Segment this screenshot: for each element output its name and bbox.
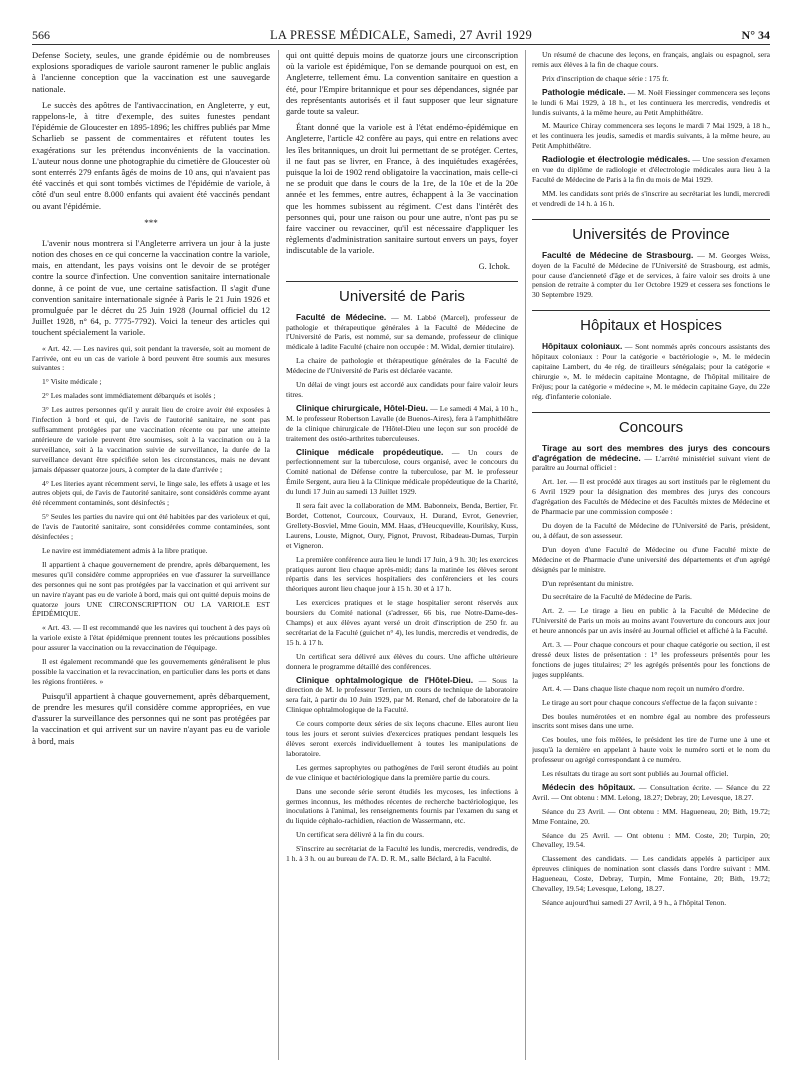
subheading: Clinique chirurgicale, Hôtel-Dieu. [296,402,428,413]
paragraph: Art. 1er. — Il est procédé aux tirages au sort institués par le règlement du 6 Avril 1929 pour la désignation des membres des jurys des concours d'agrégation des Facultés de Médecine et des Facultés mixtes de Médecine et de Pharmacie par une commission composée : [532,477,770,517]
journal-title: LA PRESSE MÉDICALE, Samedi, 27 Avril 1929 [269,28,533,42]
column-divider [278,50,279,1060]
section-heading-hopitaux: Hôpitaux et Hospices [532,310,770,334]
paragraph: Ce cours comporte deux séries de six leçons chacune. Elles auront lieu tous les jours et seront suivies d'exercices pratiques pendant lesquels les élèves seront exercés individuellement à toutes les manipulations de laboratoire. [286,719,518,758]
paragraph: Séance aujourd'hui samedi 27 Avril, à 9 h., à l'hôpital Tenon. [542,898,727,907]
paragraph: Les germes saprophytes ou pathogènes de l'œil seront étudiés au point de vue clinique et bactériologique dans la première partie du cours. [286,762,518,782]
paragraph: La première conférence aura lieu le lundi 17 Juin, à 9 h. 30; les exercices pratiques auront lieu chaque après-midi; dans la matinée les élèves seront répartis dans les services hospitaliers des conférenciers et les cours théoriques auront lieu chaque jour à 15 h. 30 et à 17 h. [286,554,518,594]
paragraph: Un certificat sera délivré aux élèves du cours. Une affiche ultérieure donnera le programme détaillé des conférences. [286,651,518,671]
paragraph: Séance du 25 Avril. — Ont obtenu : MM. Coste, 20; Turpin, 20; Chevalley, 19.54. [532,830,770,850]
subheading: Faculté de Médecine. [296,311,387,322]
author-signature: G. Ichok. [478,261,510,271]
measure-item: 4° Les literies ayant récemment servi, le linge sale, les effets à usage et les autres objets qui, de l'avis de l'autorité sanitaire, sont considérés comme ayant été récemment contaminés, sont désinfectés ; [32,478,270,508]
paragraph: Puisqu'il appartient à chaque gouvernement, après débarquement, de prendre les mesures qu'il considère comme appropriées, en vue d'assurer la surveillance des personnes qui ne sont pas protégées par la vaccination et qui arrivent sur un navire n'ayant pas eu de variole à bord, mais [32,690,270,746]
section-heading-universites-province: Universités de Province [532,219,770,243]
section-separator: *** [144,217,158,228]
page-header [32,26,770,46]
paragraph: Dans une seconde série seront étudiés les mycoses, les infections à germes inconnus, les méthodes récentes de recherche bactériologique, les inoculations à l'animal, les renseignements fournis par l'examen du sang et du liquide céphalo-rachidien, réaction de Wassermann, etc. [286,786,518,826]
paragraph: Un délai de vingt jours est accordé aux candidats pour faire valoir leurs titres. [286,380,518,399]
paragraph: — L'arrêté ministériel suivant vient de paraître au Journal officiel : [532,453,770,473]
paragraph: Il sera fait avec la collaboration de MM. Babonneix, Benda, Bertier, Fr. Bordet, Cottenot, Courcoux, Courvaux, H. Durand, Evrot, Genevrier, Grellety-Bosviel, Mme Gouin, MM. Haas, d'Heucqueville, Kourilsky, Kuss, Laurens, Louste, Mignot, Oury, Pignot, Pruvost, Ribadeau-Dumas, Turpin et Vigneron. [286,501,518,550]
paragraph: Art. 4. — Dans chaque liste chaque nom reçoit un numéro d'ordre. [542,683,745,693]
paragraph: Séance du 23 Avril. — Ont obtenu : MM. Hagueneau, 20; Bith, 19.72; Mme Fontaine, 20. [532,806,770,826]
paragraph: Du secrétaire de la Faculté de Médecine de Paris. [542,592,692,602]
measure-item: Le navire est immédiatement admis à la libre pratique. [42,545,208,555]
issue-number: N° 34 [741,28,770,42]
paragraph: MM. les candidats sont priés de s'inscrire au secrétariat les lundi, mercredi et vendredi de 14 h. à 16 h. [532,188,770,208]
subheading: Hôpitaux coloniaux. [542,341,623,352]
paragraph: D'un représentant du ministre. [542,578,634,588]
paragraph: Les exercices pratiques et le stage hospitalier seront réservés aux boursiers du Comité national (s'adresser, 66 bis, rue Notre-Dame-des-Champs) et aux élèves ayant versé un droit d'inscription de 250 fr. au secrétariat de la Faculté (guichet n° 4), les lundis, mercredis et vendredis, de 15 h. à 17 h. [286,598,518,647]
paragraph: qui ont quitté depuis moins de quatorze jours une circonscription où la variole est épidémique, l'on se demande pourquoi on est, en Angleterre, tellement ému. La convention sanitaire en question a été, pour l'Empire britannique et pour ses dépendances, signée par des représentants autorisés et il faut supposer que leur signature garde toute sa valeur. [286,50,518,117]
subheading: Faculté de Médecine de Strasbourg. [542,249,694,260]
section-heading-universite-paris: Université de Paris [286,281,518,305]
paragraph: Un certificat sera délivré à la fin du cours. [296,830,424,840]
paragraph: — Sont nommés après concours assistants des hôpitaux coloniaux : Pour la catégorie « bactériologie », M. le médecin capitaine Lambert, du 4e rég. de tirailleurs sénégalais; pour la catégorie « chirurgie », M. le médecin capitaine Montagne, de l'hôpital militaire de Fréjus; pour la catégorie « médecine », M. le médecin capitaine Gaye, du 22e rég. d'infanterie coloniale. [532,342,770,401]
column-left [32,50,270,1060]
subheading: Clinique ophtalmologique de l'Hôtel-Dieu. [296,674,474,685]
article-43: « Art. 43. — Il est recommandé que les navires qui touchent à des pays où la variole existe à l'état épidémique prennent toutes les précautions possibles pour assurer la vaccination ou la revaccination de l'équipage. [32,623,270,653]
measure-item: 5° Seules les parties du navire qui ont été habitées par des varioleux et qui, de l'avis de l'autorité sanitaire, sont considérées comme contaminées, sont désinfectées ; [32,512,270,542]
paragraph: — Une session d'examen en vue du diplôme de radiologie et d'électrologie médicales aura lieu à la Faculté de Médecine de Paris à la fin du mois de Mai 1929. [532,155,770,184]
paragraph: Defense Society, seules, une grande épidémie ou de nombreuses explosions sporadiques de variole sauront ramener le public anglais à l'ancienne conception que la vaccination est une sauvegarde nationale. [32,50,270,94]
subheading: Tirage au sort des membres des jurys des concours d'agrégation de médecine. [532,442,770,463]
paragraph: — M. Noël Fiessinger commencera ses leçons le lundi 6 Mai 1929, à 18 h., et les continuera les mercredis, vendredis et lundis suivants, à la même heure, au Petit Amphithéâtre. [532,87,770,117]
paragraph: Art. 3. — Pour chaque concours et pour chaque catégorie ou section, il est dressé deux listes de présentation : 1° les professeurs présentés pour les fonctions de juges titulaires; 2° les agrégés présentés pour les fonctions de juges suppléants. [532,640,770,679]
paragraph: — Un cours de perfectionnement sur la tuberculose, cours organisé, avec le concours du Comité national de Défense contre la tuberculose, par M. le professeur Émile Sergent, aura lieu à la Clinique médicale propédeutique de la Charité, du lundi 17 Juin au samedi 13 Juillet 1929. [286,447,518,497]
paragraph: Ces boules, une fois mêlées, le président les tire de l'urne une à une et jusqu'à la dernière en appelant à haute voix le numéro sorti et le nom du professeur ou agrégé correspondant à ce numéro. [532,735,770,765]
measure-item: 3° Les autres personnes qu'il y aurait lieu de croire avoir été exposées à l'infection à bord et qui, de l'avis de l'autorité sanitaire, ne sont pas suffisamment protégées par une vaccination récente ou par une atteinte antérieure de variole peuvent être soumises, soit à la vaccination ou à la surveillance, soit à la vaccination suivie de surveillance, la durée de la surveillance devant être spécifiée selon les circonstances, mais ne devant jamais dépasser quatorze jours, à compter de la date d'arrivée ; [32,405,270,474]
paragraph: La chaire de pathologie et thérapeutique générales de la Faculté de Médecine de l'Université de Paris est déclarée vacante. [286,356,518,376]
paragraph: Étant donné que la variole est à l'état endémo-épidémique en Angleterre, l'article 42 confère au pays, qui entre en relations avec les îles britanniques, un droit lui permettant de se protéger. Certes, il ne faut pas se livrer, en France, à des inquiétudes exagérées, puisque la loi de 1902 rend obligatoire la vaccination, mais celle-ci ne se produit que dans le cours de la 1re, de la 10e et de la 20e année et les femmes, entre autres, échappent à la 3e vaccination que les hommes subissent au régiment. C'est dans l'intérêt des personnes qui, pour une raison ou pour une autre, n'ont pas pu se faire vacciner ou revacciner, qu'il est nécessaire d'appliquer les règlements d'administration sanitaire surtout envers un pays, foyer indiscutable de la variole. [286,122,518,256]
header-rule [32,44,770,45]
column-middle [286,50,518,1060]
paragraph: Un résumé de chacune des leçons, en français, anglais ou espagnol, sera remis aux élèves à la fin de chaque cours. [532,50,770,69]
subheading: Médecin des hôpitaux. [542,781,636,792]
subheading: Clinique médicale propédeutique. [296,446,444,457]
paragraph: — Le samedi 4 Mai, à 10 h., M. le professeur Robertson Lavalle (de Buenos-Aires), fera à l'amphithéâtre de la clinique chirurgicale de l'Hôtel-Dieu une leçon sur son procédé de traitement des ostéo-arthrites tuberculeuses. [286,403,518,443]
paragraph: — Sous la direction de M. le professeur Terrien, un cours de technique de laboratoire sera fait, à partir du 10 Juin 1929, par M. Renard, chef de laboratoire de la Clinique ophtalmologique de la Faculté. [286,675,518,715]
section-heading-concours: Concours [532,412,770,436]
page-number: 566 [32,28,50,42]
paragraph: Le tirage au sort pour chaque concours s'effectue de la façon suivante : [542,697,758,707]
paragraph: — Consultation écrite. — Séance du 22 Avril. — Ont obtenu : MM. Lelong, 18.27; Debray, 20; Levesque, 18.27. [532,782,770,802]
subheading: Radiologie et électrologie médicales. [542,154,691,165]
paragraph: Le succès des apôtres de l'antivaccination, en Angleterre, y eut, rappelons-le, à titre d'exemple, des suites funestes pendant l'épidémie de Gloucester en 1895-1896; les chiffres publiés par Mme Scharlieb se passent de commentaires et réfutent toutes les exagérations sur les prétendus inconvénients de la vaccination. L'auteur nous donne une photographie du cimetière de Gloucester où sont enterrés 279 enfants âgés de moins de 10 ans, qui n'avaient pas été vaccinés et qui sont tombés victimes de l'épidémie de variole, à côté d'un seul entre 8.000 enfants qui avaient été vaccinés pendant ou avant l'épidémie. [32,99,270,211]
column-divider [525,50,526,1060]
article-42: « Art. 42. — Les navires qui, soit pendant la traversée, soit au moment de l'arrivée, ont eu un cas de variole à bord peuvent être soumis aux mesures suivantes : [32,343,270,373]
measure-item: 2° Les malades sont immédiatement débarqués et isolés ; [42,391,216,401]
paragraph: L'avenir nous montrera si l'Angleterre arrivera un jour à la juste notion des choses en ce qui concerne la vaccination contre la variole, mais, en attendant, les pays voisins ont le devoir de se protéger contre la source d'infection. Une convention sanitaire internationale donne, à ce point de vue, une certaine satisfaction. Il s'agit d'une convention sanitaire internationale signée à Paris le 21 Juin 1926 et promulguée par le décret du 25 Juin 1928 (Journal officiel du 12 Juillet 1928, n° 64, p. 7775-7792). Voici la teneur des articles qui touchent spécialement la variole. [32,237,270,338]
paragraph: — M. Georges Weiss, doyen de la Faculté de Médecine de l'Université de Strasbourg, est admis, pour cause d'ancienneté d'âge et de services, à faire valoir ses droits à une pension de retraite à compter du 1er Octobre 1929 et cessera ses fonctions le 30 Septembre 1929. [532,250,770,300]
paragraph: Art. 2. — Le tirage a lieu en public à la Faculté de Médecine de l'Université de Paris un mois au moins avant l'ouverture du concours aux jour et heure annoncés par un avis inséré au Journal officiel et affiché à la Faculté. [532,606,770,636]
paragraph: — M. Labbé (Marcel), professeur de pathologie et thérapeutique générales à la Faculté de Médecine de l'Université de Paris, est nommé, sur sa demande, professeur de clinique médicale à ladite Faculté (chaire non occupée : M. Widal, dernier titulaire). [286,312,518,352]
paragraph: Du doyen de la Faculté de Médecine de l'Université de Paris, président, ou, à défaut, de son assesseur. [532,521,770,540]
measure-item: Il est également recommandé que les gouvernements généralisent le plus possible la vaccination et la revaccination, en particulier dans les ports et dans les régions frontières. » [32,657,270,686]
column-right [532,50,770,1060]
paragraph: Les résultats du tirage au sort sont publiés au Journal officiel. [542,769,729,779]
paragraph: Classement des candidats. — Les candidats appelés à participer aux épreuves cliniques de nomination sont classés dans l'ordre suivant : MM. Hagueneau, Coste, Debray, Turpin, Mme Fontaine, 20; Bith, 19.72; Chevalley, 19.54; Levesque, Lelong, 18.27. [532,854,770,894]
paragraph: Des boules numérotées et en nombre égal au nombre des professeurs inscrits sont mises dans une urne. [532,711,770,731]
measure-item: Il appartient à chaque gouvernement de prendre, après débarquement, les mesures qu'il considère comme appropriées en vue d'assurer la surveillance des personnes qui ne sont pas protégées par la vaccination et qui arrivent sur un navire n'ayant pas eu de variole à bord, mais qui ont quitté depuis moins de quatorze jours UNE CIRCONSCRIPTION OU LA VARIOLE EST ÉPIDÉMIQUE. [32,559,270,619]
measure-item: 1° Visite médicale ; [42,377,102,387]
paragraph: Prix d'inscription de chaque série : 175 fr. [542,73,669,83]
paragraph: D'un doyen d'une Faculté de Médecine ou d'une Faculté mixte de Médecine et de Pharmacie d'une université des départements et d'un agrégé désignés par le ministre. [532,544,770,574]
paragraph: S'inscrire au secrétariat de la Faculté les lundis, mercredis, vendredis, de 1 h. à 3 h. ou au bureau de l'A. D. R. M., salle Béclard, à la Faculté. [286,844,518,864]
subheading: Pathologie médicale. [542,86,626,97]
paragraph: M. Maurice Chiray commencera ses leçons le mardi 7 Mai 1929, à 18 h., et les continuera les jeudis, samedis et mardis suivants, à la même heure, au Petit Amphithéâtre. [532,121,770,151]
